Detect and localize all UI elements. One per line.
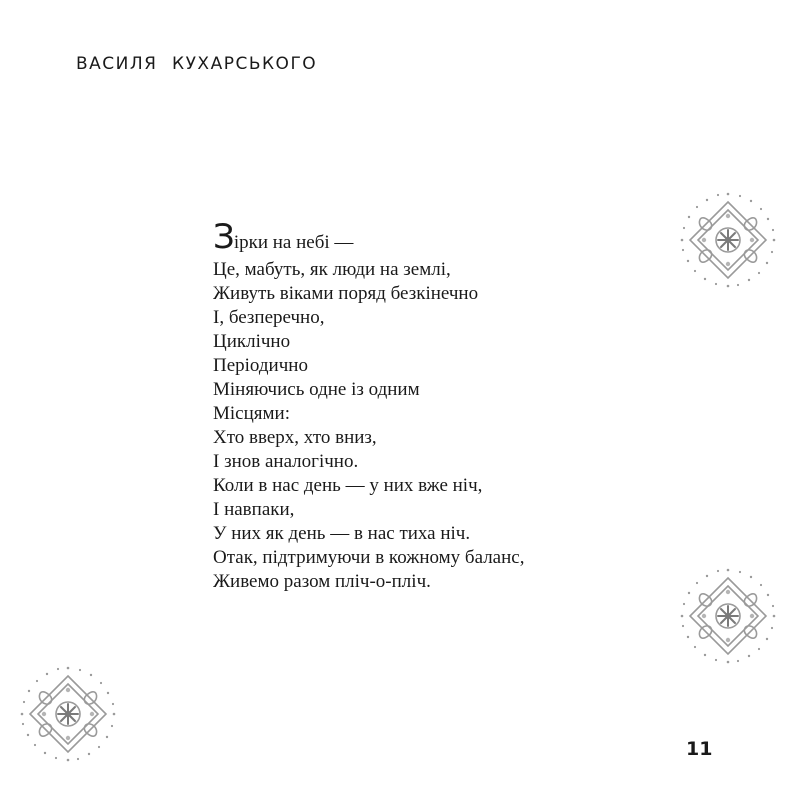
poem-line: Міняючись одне із одним	[213, 379, 420, 400]
poem-line: Місцями:	[213, 403, 290, 424]
poem-line: Періодично	[213, 355, 308, 376]
poem-line: І, безперечно,	[213, 307, 325, 328]
folk-rosette-icon	[18, 664, 118, 764]
poem-line: Циклічно	[213, 331, 291, 352]
poem-line: І навпаки,	[213, 499, 295, 520]
poem-line: Живуть віками поряд безкінечно	[213, 283, 479, 304]
folk-rosette-icon	[678, 566, 778, 666]
page-number: 11	[686, 738, 713, 760]
poem-line: І знов аналогічно.	[213, 451, 359, 472]
poem-line: Це, мабуть, як люди на землі,	[213, 259, 451, 280]
poem-line: Коли в нас день — у них вже ніч,	[213, 475, 483, 496]
poem-first-line	[213, 217, 633, 258]
poem-line: У них як день — в нас тиха ніч.	[213, 523, 471, 544]
poem-line: Отак, підтримуючи в кожному баланс,	[213, 547, 525, 568]
running-header	[76, 54, 317, 74]
poem	[213, 217, 633, 594]
author-last-name: КУХАРСЬКОГО	[172, 54, 318, 74]
author-first-name: ВАСИЛЯ	[76, 54, 158, 74]
folk-rosette-icon	[678, 190, 778, 290]
poem-line: Живемо разом пліч-о-пліч.	[213, 571, 431, 592]
poem-line: Хто вверх, хто вниз,	[213, 427, 377, 448]
drop-cap: З	[213, 217, 234, 257]
poem-first-line-text: ірки на небі —	[233, 232, 354, 253]
